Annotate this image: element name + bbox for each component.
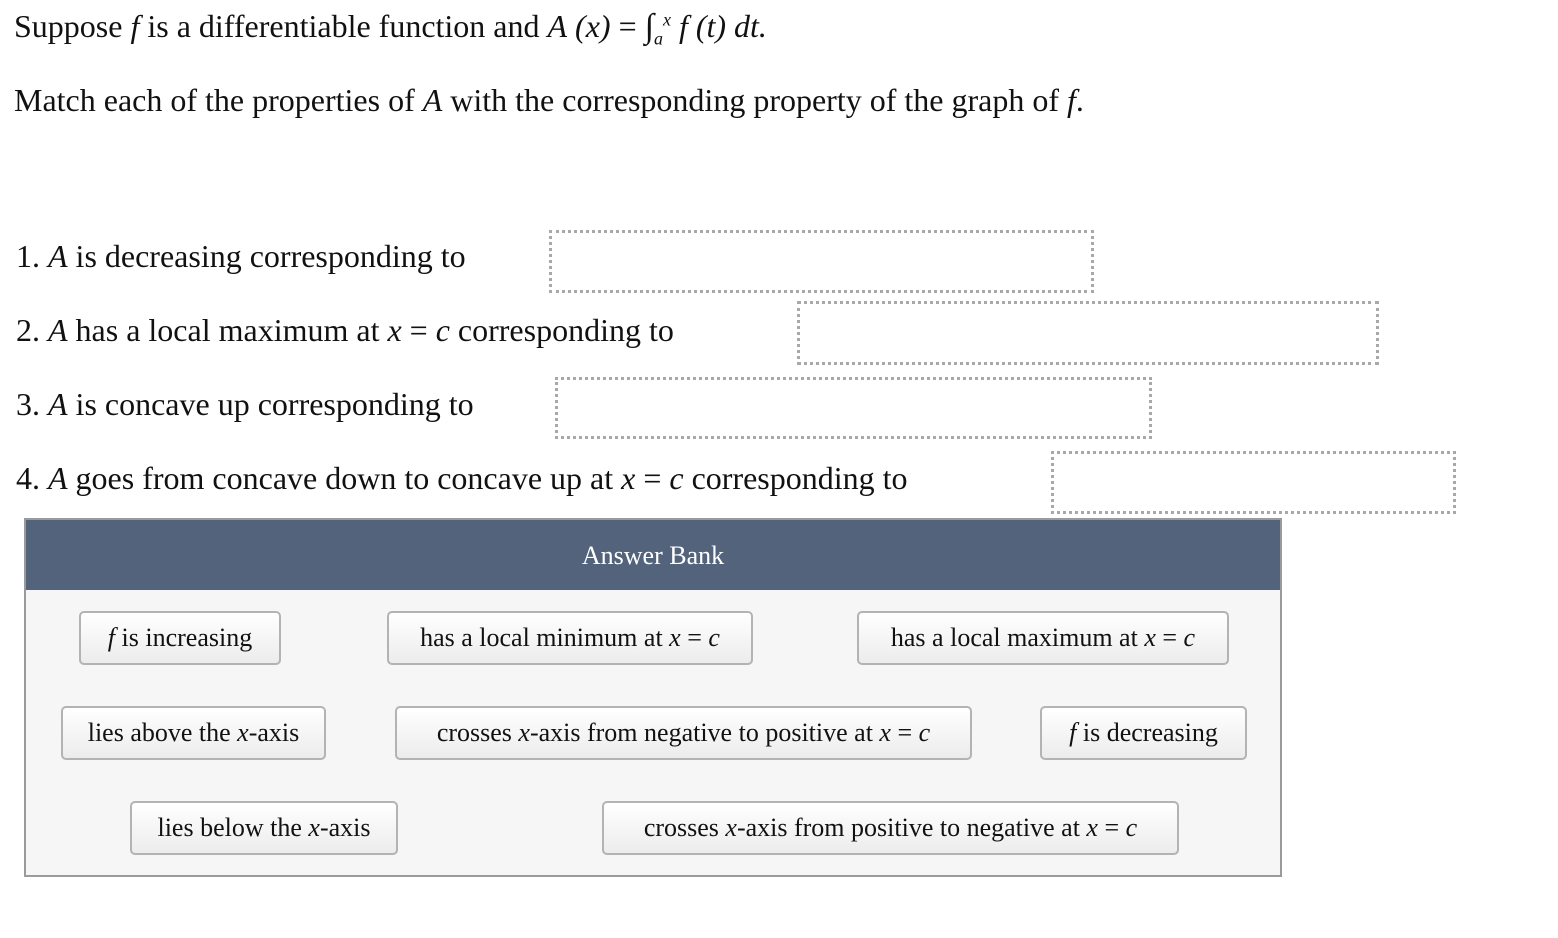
answer-chip-lies-above-x-axis[interactable]	[61, 706, 326, 760]
var-x: x	[1144, 623, 1156, 652]
integrand: f (t) dt.	[678, 8, 767, 44]
chip-label: lies below the	[157, 813, 302, 842]
f-symbol: f	[130, 8, 140, 44]
A-symbol: A	[547, 8, 568, 44]
A-symbol: A	[48, 238, 68, 274]
answer-bank-title: Answer Bank	[26, 520, 1280, 590]
question-4	[16, 462, 908, 494]
intro-text-mid: is a differentiable function and	[147, 8, 540, 44]
answer-chip-crosses-pos-to-neg[interactable]	[602, 801, 1179, 855]
drop-target-1[interactable]	[549, 230, 1094, 293]
var-x: x	[237, 718, 249, 747]
var-x: x	[308, 813, 320, 842]
equals-sign: =	[409, 312, 428, 348]
equals-sign: =	[1104, 813, 1120, 842]
question-number: 1.	[16, 238, 40, 274]
answer-bank	[24, 518, 1282, 877]
answer-chip-f-decreasing[interactable]	[1040, 706, 1247, 760]
question-text: has a local maximum at	[75, 312, 380, 348]
chip-label: is decreasing	[1082, 718, 1218, 747]
var-x: x	[725, 813, 737, 842]
problem-statement	[14, 10, 767, 47]
var-x: x	[669, 623, 681, 652]
answer-chip-lies-below-x-axis[interactable]	[130, 801, 398, 855]
chip-label: lies above the	[87, 718, 231, 747]
chip-label: crosses	[643, 813, 719, 842]
answer-chip-local-minimum[interactable]	[387, 611, 753, 665]
integral-sign: ∫	[644, 8, 654, 45]
answer-chip-f-increasing[interactable]	[79, 611, 281, 665]
var-c: c	[1183, 623, 1196, 652]
question-1	[16, 240, 466, 272]
instruction-text-before: Match each of the properties of	[14, 82, 415, 118]
A-symbol: A	[422, 82, 443, 118]
chip-label: has a local minimum at	[420, 623, 663, 652]
equals-sign: =	[687, 623, 702, 652]
question-text: goes from concave down to concave up at	[75, 460, 614, 496]
question-text-after: corresponding to	[457, 312, 674, 348]
equals-sign: =	[897, 718, 913, 747]
var-c: c	[669, 460, 684, 496]
A-symbol: A	[48, 386, 68, 422]
lower-limit: a	[653, 28, 663, 49]
drop-target-2[interactable]	[797, 301, 1379, 365]
question-3	[16, 388, 474, 420]
question-number: 2.	[16, 312, 40, 348]
chip-suffix: -axis from negative to positive at	[529, 718, 873, 747]
var-c: c	[1125, 813, 1138, 842]
f-symbol: f	[107, 623, 116, 652]
chip-label: crosses	[436, 718, 512, 747]
chip-suffix: -axis	[248, 718, 300, 747]
f-symbol: f	[1066, 82, 1076, 118]
intro-text-before: Suppose	[14, 8, 123, 44]
upper-limit: x	[662, 9, 671, 30]
question-text-after: corresponding to	[691, 460, 908, 496]
var-c: c	[918, 718, 931, 747]
answer-chip-crosses-neg-to-pos[interactable]	[395, 706, 972, 760]
chip-suffix: -axis from positive to negative at	[736, 813, 1080, 842]
equals-sign: =	[643, 460, 662, 496]
instruction-text-mid: with the corresponding property of the graph of	[450, 82, 1059, 118]
chip-label: has a local maximum at	[890, 623, 1138, 652]
var-c: c	[708, 623, 720, 652]
question-text: is decreasing corresponding to	[75, 238, 466, 274]
instruction	[14, 84, 1084, 116]
question-number: 4.	[16, 460, 40, 496]
var-x: x	[879, 718, 891, 747]
f-symbol: f	[1069, 718, 1077, 747]
A-symbol: A	[48, 460, 68, 496]
period: .	[1075, 82, 1084, 118]
answer-chip-local-maximum[interactable]	[857, 611, 1229, 665]
equals-sign: =	[618, 8, 637, 44]
var-x: x	[518, 718, 530, 747]
A-symbol: A	[48, 312, 68, 348]
question-number: 3.	[16, 386, 40, 422]
equals-sign: =	[1162, 623, 1178, 652]
var-x: x	[387, 312, 402, 348]
chip-label: is increasing	[121, 623, 253, 652]
var-c: c	[435, 312, 450, 348]
drop-target-4[interactable]	[1051, 451, 1456, 514]
drop-target-3[interactable]	[555, 377, 1152, 439]
chip-suffix: -axis	[319, 813, 371, 842]
question-text: is concave up corresponding to	[75, 386, 474, 422]
paren-x: (x)	[575, 8, 611, 44]
question-2	[16, 314, 674, 346]
var-x: x	[1086, 813, 1098, 842]
var-x: x	[621, 460, 636, 496]
